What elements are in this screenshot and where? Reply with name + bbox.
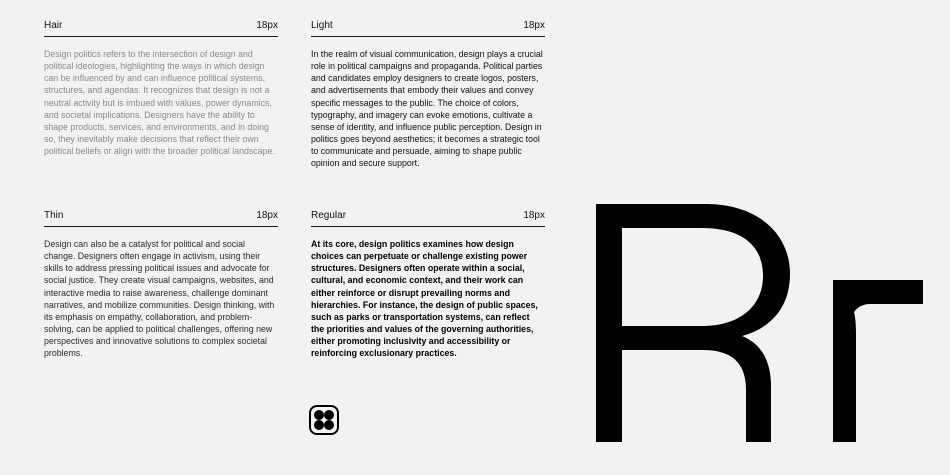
specimen-header [311,210,545,227]
weight-name: Thin [44,210,64,221]
specimen-header [311,20,545,37]
weight-name: Light [311,20,333,31]
font-size-label: 18px [523,210,545,221]
specimen-text: Design can also be a catalyst for political and social change. Designers often engage in activism, using their skills to address pressing political issues and advocate for social justice. They create visual campaigns, websites, and interactive media to raise awareness, challenge dominant narratives, and mobilize communities. Design thinking, with its emphasis on empathy, collaboration, and problem-solving, can be applied to political challenges, offering new perspectives and innovative solutions to complex societal problems. [44,239,275,359]
specimen-text: In the realm of visual communication, design plays a crucial role in political campaigns and propaganda. Political parties and candidates employ designers to create logos, posters, and advertisements that embody their values and convey specific messages to the public. The choice of colors, typography, and imagery can evoke emotions, cultivate a sense of identity, and influence public perception. Design in politics goes beyond aesthetics; it becomes a strategic tool to communicate and persuade, aiming to shape public opinion and secure support. [311,49,543,169]
font-size-label: 18px [523,20,545,31]
glyph-sample-rr [590,196,930,446]
specimen-text: At its core, design politics examines how design choices can perpetuate or challenge existing power structures. Designers often operate within a social, cultural, and economic context, and their work can either reinforce or disrupt prevailing norms and hierarchies. For instance, the design of public spaces, such as parks or transportation systems, can reflect the priorities and values of the governing authorities, either promoting inclusivity and accessibility or reinforcing exclusionary practices. [311,239,538,359]
weight-name: Regular [311,210,347,221]
specimen-regular [311,210,545,360]
specimen-header [44,210,278,227]
specimen-text: Design politics refers to the intersection of design and political ideologies, highlighting the ways in which design can be influenced by and can influence political systems, structures, and agendas. It recognizes that design is not a neutral activity but is imbued with values, power dynamics, and societal implications. Designers have the ability to shape products, services, and environments, and in doing so, they inevitably make decisions that reflect their own political beliefs or align with the broader political landscape. [44,49,275,157]
weight-name: Hair [44,20,63,31]
four-dots-logo-icon [309,405,339,435]
font-size-label: 18px [256,210,278,221]
specimen-header [44,20,278,37]
specimen-light [311,20,545,170]
specimen-hair [44,20,278,157]
specimen-thin [44,210,278,360]
font-size-label: 18px [256,20,278,31]
